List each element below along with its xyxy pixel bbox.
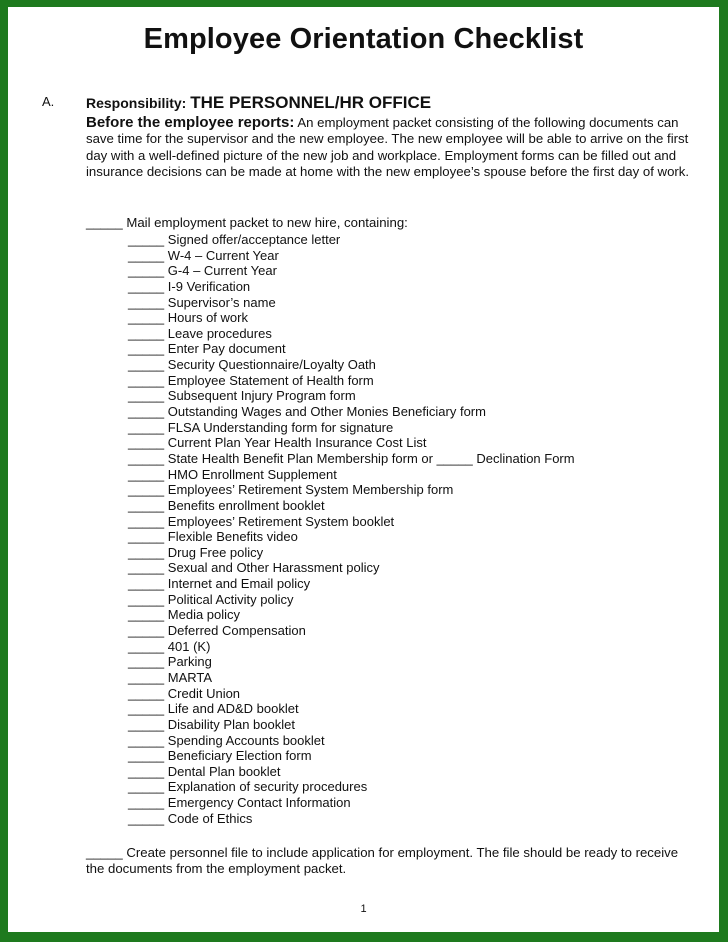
closing-item-text: Create personnel file to include application for employment. The file should be ready to receive the documents from the employment packet. xyxy=(86,845,679,877)
checkbox-blank[interactable]: _____ xyxy=(128,419,165,435)
checkbox-blank[interactable]: _____ xyxy=(128,450,165,466)
checklist-item-text: I-9 Verification xyxy=(167,278,251,294)
checkbox-blank[interactable]: _____ xyxy=(128,779,165,795)
responsibility-line xyxy=(86,93,431,113)
checklist-item xyxy=(128,764,575,780)
checkbox-blank[interactable]: _____ xyxy=(128,263,165,279)
before-label: Before the employee reports: xyxy=(86,114,295,131)
checklist-item xyxy=(128,576,575,592)
checklist-item xyxy=(128,560,575,576)
checklist-item xyxy=(128,467,575,483)
closing-checklist-item xyxy=(86,845,698,878)
checkbox-blank[interactable]: _____ xyxy=(128,310,165,326)
checklist-item-text: Employees’ Retirement System Membership form xyxy=(167,482,454,498)
checklist-item xyxy=(128,795,575,811)
section-letter: A. xyxy=(42,94,55,109)
checklist-item xyxy=(128,232,575,248)
page-title: Employee Orientation Checklist xyxy=(143,23,584,55)
checkbox-blank[interactable]: _____ xyxy=(128,560,165,576)
checklist-item-text: Political Activity policy xyxy=(167,591,294,607)
checklist-item-text: Employees’ Retirement System booklet xyxy=(167,513,395,529)
checkbox-blank[interactable]: _____ xyxy=(128,576,165,592)
checklist-item-text: Hours of work xyxy=(167,310,248,326)
checklist-item-text: Drug Free policy xyxy=(167,544,264,560)
page-number: 1 xyxy=(360,903,367,915)
checkbox-blank[interactable]: _____ xyxy=(128,497,165,513)
checklist-item xyxy=(128,733,575,749)
checklist-item xyxy=(128,639,575,655)
checklist-item-text: Flexible Benefits video xyxy=(167,529,298,545)
checklist-item xyxy=(128,545,575,561)
checklist-item-text: W-4 – Current Year xyxy=(167,247,279,263)
checkbox-blank[interactable]: _____ xyxy=(128,732,165,748)
checklist-item xyxy=(128,326,575,342)
checklist-item xyxy=(128,686,575,702)
checkbox-blank[interactable]: _____ xyxy=(128,701,165,717)
checkbox-blank[interactable]: _____ xyxy=(128,357,165,373)
intro-text: An employment packet consisting of the following documents can save time for the supervisor and the new employee. The new employee will be able to arrive on the first day with a well-defined picture of the new job and workplace. Employment forms can be filled out and insurance decisions can be made at home with the new employee’s spouse before the first day of work. xyxy=(86,115,690,179)
checkbox-blank[interactable]: _____ xyxy=(128,372,165,388)
checklist-item xyxy=(128,341,575,357)
checklist-item-text: Parking xyxy=(167,654,212,670)
checklist-item xyxy=(128,404,575,420)
checkbox-blank[interactable]: _____ xyxy=(128,294,165,310)
checklist-item-text: 401 (K) xyxy=(167,638,211,654)
checklist-item-text: Security Questionnaire/Loyalty Oath xyxy=(167,357,376,373)
document-page xyxy=(8,7,719,932)
intro-paragraph xyxy=(86,115,696,180)
main-checklist-item xyxy=(86,215,408,230)
checkbox-blank[interactable]: _____ xyxy=(86,845,123,860)
checklist-item-text: Leave procedures xyxy=(167,325,272,341)
checklist-item-text: State Health Benefit Plan Membership form or _____ Declination Form xyxy=(167,450,575,466)
checkbox-blank[interactable]: _____ xyxy=(128,278,165,294)
checklist-item-text: Life and AD&D booklet xyxy=(167,701,299,717)
checkbox-blank[interactable]: _____ xyxy=(128,748,165,764)
checklist-item-text: Subsequent Injury Program form xyxy=(167,388,356,404)
checkbox-blank[interactable]: _____ xyxy=(128,810,165,826)
checklist-item xyxy=(128,748,575,764)
checkbox-blank[interactable]: _____ xyxy=(128,341,165,357)
checklist-item xyxy=(128,811,575,827)
checklist-item-text: Current Plan Year Health Insurance Cost List xyxy=(167,435,427,451)
checklist-item-text: Employee Statement of Health form xyxy=(167,372,374,388)
checklist-item-text: Code of Ethics xyxy=(167,810,253,826)
checklist-item xyxy=(128,357,575,373)
checklist-item-text: Explanation of security procedures xyxy=(167,779,368,795)
checklist-item xyxy=(128,295,575,311)
checklist-item xyxy=(128,263,575,279)
checklist-item-text: FLSA Understanding form for signature xyxy=(167,419,394,435)
checklist-item xyxy=(128,373,575,389)
checkbox-blank[interactable]: _____ xyxy=(128,591,165,607)
checkbox-blank[interactable]: _____ xyxy=(128,638,165,654)
checklist xyxy=(128,232,575,826)
checklist-item-text: G-4 – Current Year xyxy=(167,263,277,279)
checklist-item xyxy=(128,701,575,717)
checklist-item-text: Spending Accounts booklet xyxy=(167,732,325,748)
checklist-item-text: Emergency Contact Information xyxy=(167,795,351,811)
checklist-item xyxy=(128,654,575,670)
checklist-item xyxy=(128,310,575,326)
checkbox-blank[interactable]: _____ xyxy=(128,607,165,623)
checkbox-blank[interactable]: _____ xyxy=(128,466,165,482)
checklist-item xyxy=(128,388,575,404)
checklist-item-text: Signed offer/acceptance letter xyxy=(167,232,341,247)
main-item-text: Mail employment packet to new hire, containing: xyxy=(126,215,408,230)
checklist-item-text: Internet and Email policy xyxy=(167,576,311,592)
checklist-item xyxy=(128,529,575,545)
checkbox-blank[interactable]: _____ xyxy=(128,685,165,701)
checkbox-blank[interactable]: _____ xyxy=(128,716,165,732)
checklist-item xyxy=(128,670,575,686)
checkbox-blank[interactable]: _____ xyxy=(128,544,165,560)
checklist-item-text: Disability Plan booklet xyxy=(167,716,295,732)
checkbox-blank[interactable]: _____ xyxy=(86,215,123,230)
checklist-item xyxy=(128,420,575,436)
checklist-item xyxy=(128,717,575,733)
checklist-item-text: Outstanding Wages and Other Monies Beneficiary form xyxy=(167,404,486,420)
checkbox-blank[interactable]: _____ xyxy=(128,623,165,639)
checklist-item-text: Deferred Compensation xyxy=(167,623,306,639)
checklist-item xyxy=(128,279,575,295)
checklist-item xyxy=(128,607,575,623)
checklist-item-text: MARTA xyxy=(167,669,213,685)
checklist-item xyxy=(128,435,575,451)
responsibility-value: THE PERSONNEL/HR OFFICE xyxy=(190,93,432,112)
checkbox-blank[interactable]: _____ xyxy=(128,388,165,404)
checklist-item-text: Credit Union xyxy=(167,685,241,701)
checkbox-blank[interactable]: _____ xyxy=(128,763,165,779)
checkbox-blank[interactable]: _____ xyxy=(128,232,165,247)
checklist-item xyxy=(128,451,575,467)
checkbox-blank[interactable]: _____ xyxy=(128,795,165,811)
checklist-item-text: Beneficiary Election form xyxy=(167,748,312,764)
checkbox-blank[interactable]: _____ xyxy=(128,247,165,263)
checkbox-blank[interactable]: _____ xyxy=(128,435,165,451)
checkbox-blank[interactable]: _____ xyxy=(128,669,165,685)
checkbox-blank[interactable]: _____ xyxy=(128,513,165,529)
checklist-item xyxy=(128,779,575,795)
checklist-item-text: Sexual and Other Harassment policy xyxy=(167,560,380,576)
checklist-item-text: Supervisor’s name xyxy=(167,294,276,310)
checklist-item-text: HMO Enrollment Supplement xyxy=(167,466,337,482)
responsibility-label: Responsibility: xyxy=(86,95,187,111)
checklist-item xyxy=(128,592,575,608)
checklist-item-text: Media policy xyxy=(167,607,241,623)
checklist-item xyxy=(128,498,575,514)
checkbox-blank[interactable]: _____ xyxy=(128,325,165,341)
checklist-item xyxy=(128,248,575,264)
checkbox-blank[interactable]: _____ xyxy=(128,529,165,545)
checklist-item xyxy=(128,514,575,530)
checklist-item-text: Dental Plan booklet xyxy=(167,763,281,779)
checklist-item xyxy=(128,623,575,639)
checkbox-blank[interactable]: _____ xyxy=(128,404,165,420)
checkbox-blank[interactable]: _____ xyxy=(128,654,165,670)
checkbox-blank[interactable]: _____ xyxy=(128,482,165,498)
checklist-item-text: Benefits enrollment booklet xyxy=(167,497,325,513)
checklist-item-text: Enter Pay document xyxy=(167,341,286,357)
checklist-item xyxy=(128,482,575,498)
